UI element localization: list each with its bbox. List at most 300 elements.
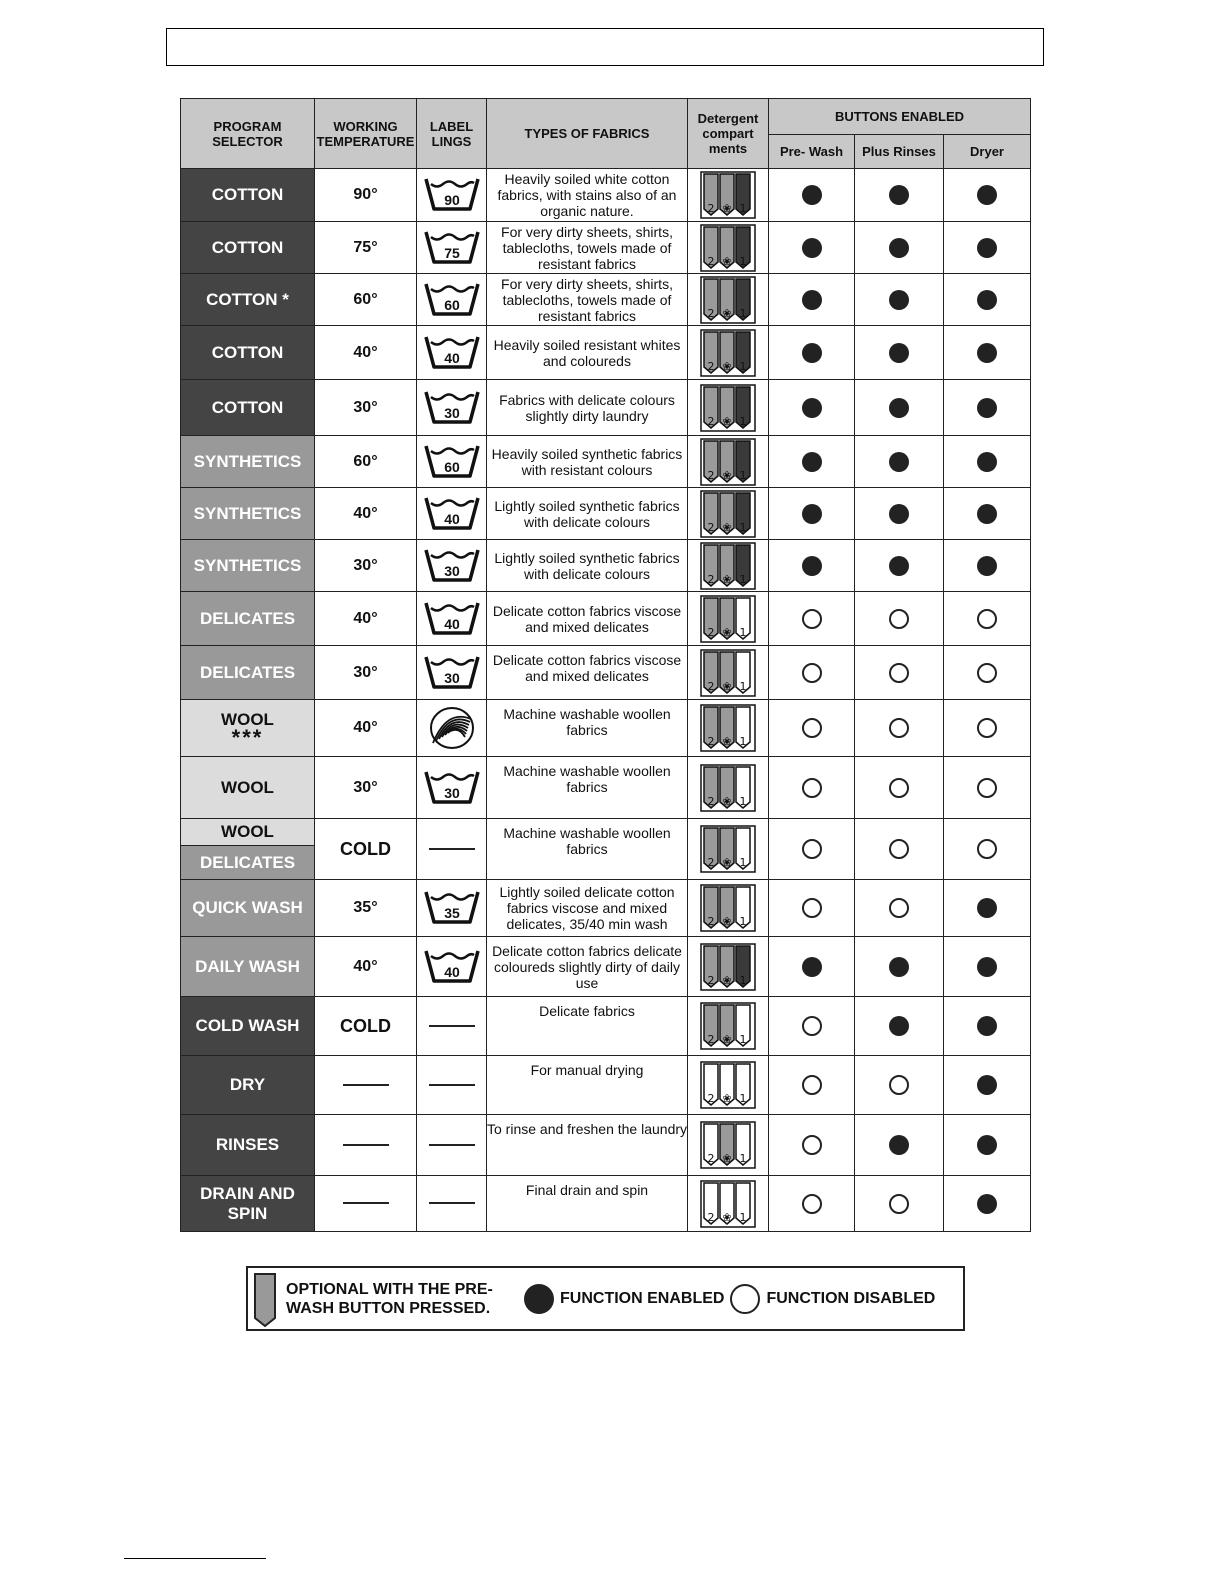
- empty-circle-icon: [802, 663, 822, 683]
- dryer-indicator-cell: [944, 757, 1031, 819]
- empty-circle-icon: [802, 898, 822, 918]
- wash-tub-icon: [422, 228, 482, 268]
- temperature-value: 40°: [353, 343, 378, 361]
- prewash-indicator-cell: [769, 757, 855, 819]
- compartment-label: ❀: [722, 254, 732, 268]
- compartment-label: 2: [707, 679, 715, 693]
- fabrics-text: Fabrics with delicate colours slightly dirty laundry: [499, 391, 675, 424]
- program-chart: [180, 98, 1031, 1232]
- compartment-label: 1: [739, 468, 747, 482]
- compartment-label: 2: [707, 520, 715, 534]
- dryer-indicator-cell: [944, 169, 1031, 222]
- label-cell: [417, 380, 487, 436]
- compartment-label: ❀: [722, 915, 732, 928]
- detergent-cell: [688, 488, 769, 540]
- compartment-label: ❀: [722, 572, 732, 586]
- filled-circle-icon: [889, 452, 909, 472]
- label-cell: [417, 757, 487, 819]
- tub-temperature: 30: [443, 669, 460, 686]
- dryer-indicator-cell: [944, 222, 1031, 274]
- footnote-rule: [124, 1558, 266, 1559]
- dryer-indicator-cell: [944, 326, 1031, 380]
- detergent-drawer-icon: [700, 224, 756, 272]
- wash-tub-icon: [422, 947, 482, 987]
- detergent-drawer-icon: [700, 1061, 756, 1109]
- program-name: SYNTHETICS: [193, 503, 302, 523]
- detergent-cell: [688, 222, 769, 274]
- program-row: [181, 488, 1031, 540]
- rinses-indicator-cell: [855, 222, 944, 274]
- filled-circle-icon: [802, 452, 822, 472]
- dash-icon: [343, 1084, 389, 1086]
- program-name: DELICATES: [199, 662, 296, 682]
- empty-circle-icon: [977, 778, 997, 798]
- fabrics-text: Machine washable woollen fabrics: [503, 763, 671, 795]
- temperature-value: 90°: [353, 186, 378, 203]
- rinses-indicator-cell: [855, 757, 944, 819]
- header-working-temperature: WORKING TEMPERATURE: [315, 99, 417, 169]
- empty-circle-icon: [730, 1284, 760, 1314]
- prewash-indicator-cell: [769, 1176, 855, 1232]
- compartment-label: 2: [707, 1092, 715, 1105]
- detergent-cell: [688, 380, 769, 436]
- temperature-value: COLD: [340, 1015, 391, 1036]
- empty-circle-icon: [977, 839, 997, 859]
- program-row: [181, 169, 1031, 222]
- fabrics-text: For very dirty sheets, shirts, tablecloths, towels made of resistant fabrics: [501, 223, 673, 272]
- detergent-cell: [688, 937, 769, 997]
- tub-temperature: 40: [443, 349, 460, 366]
- compartment-label: 2: [707, 359, 715, 373]
- dryer-indicator-cell: [944, 819, 1031, 880]
- program-row: [181, 700, 1031, 757]
- program-name: RINSES: [215, 1135, 280, 1154]
- compartment-label: ❀: [722, 202, 732, 215]
- program-cell: [181, 274, 315, 326]
- wool-stars: ***: [231, 725, 264, 750]
- program-row: [181, 1115, 1031, 1176]
- detergent-drawer-icon: [700, 329, 756, 377]
- prewash-indicator-cell: [769, 169, 855, 222]
- fabrics-cell: [487, 540, 688, 592]
- detergent-drawer-icon: [700, 490, 756, 538]
- label-cell: [417, 1115, 487, 1176]
- compartment-label: 2: [707, 856, 715, 869]
- empty-circle-icon: [889, 1194, 909, 1214]
- program-name: WOOL: [221, 777, 274, 797]
- fabrics-text: Delicate fabrics: [539, 1003, 635, 1019]
- filled-circle-icon: [802, 556, 822, 576]
- filled-circle-icon: [802, 185, 822, 205]
- empty-circle-icon: [802, 1194, 822, 1214]
- prewash-indicator-cell: [769, 880, 855, 937]
- label-cell: [417, 488, 487, 540]
- compartment-label: 1: [739, 973, 747, 987]
- empty-circle-icon: [977, 718, 997, 738]
- program-cell: [181, 592, 315, 646]
- fabrics-cell: [487, 1056, 688, 1115]
- detergent-drawer-icon: [700, 649, 756, 697]
- detergent-cell: [688, 326, 769, 380]
- fabrics-text: Delicate cotton fabrics viscose and mixed delicates: [492, 652, 682, 684]
- compartment-label: ❀: [722, 1210, 732, 1224]
- filled-circle-icon: [889, 398, 909, 418]
- program-name: SYNTHETICS: [193, 451, 302, 471]
- fabrics-cell: [487, 757, 688, 819]
- empty-circle-icon: [802, 1075, 822, 1095]
- fabrics-cell: [487, 592, 688, 646]
- compartment-label: 1: [739, 625, 747, 639]
- compartment-label: 1: [739, 306, 747, 320]
- compartment-label: ❀: [722, 679, 732, 693]
- fabrics-text: Lightly soiled delicate cotton fabrics viscose and mixed delicates, 35/40 min wash: [499, 884, 675, 932]
- filled-circle-icon: [977, 290, 997, 310]
- legend-disabled-label: FUNCTION DISABLED: [766, 1289, 936, 1307]
- empty-circle-icon: [889, 839, 909, 859]
- compartment-label: 1: [739, 202, 747, 215]
- detergent-cell: [688, 757, 769, 819]
- fabrics-cell: [487, 1176, 688, 1232]
- fabrics-cell: [487, 326, 688, 380]
- empty-circle-icon: [889, 898, 909, 918]
- dryer-indicator-cell: [944, 937, 1031, 997]
- filled-circle-icon: [977, 957, 997, 977]
- filled-circle-icon: [889, 556, 909, 576]
- fabrics-text: Lightly soiled synthetic fabrics with delicate colours: [494, 497, 680, 530]
- filled-circle-icon: [802, 343, 822, 363]
- temperature-cell: [315, 1115, 417, 1176]
- compartment-label: ❀: [722, 856, 732, 869]
- filled-circle-icon: [889, 290, 909, 310]
- temperature-cell: [315, 757, 417, 819]
- program-row: [181, 819, 1031, 880]
- program-row: [181, 1056, 1031, 1115]
- dryer-indicator-cell: [944, 436, 1031, 488]
- detergent-drawer-icon: [700, 825, 756, 873]
- empty-circle-icon: [889, 778, 909, 798]
- dash-icon: [343, 1202, 389, 1204]
- optional-drawer-icon: [252, 1270, 278, 1328]
- rinses-indicator-cell: [855, 540, 944, 592]
- fabrics-text: Delicate cotton fabrics viscose and mixed delicates: [492, 602, 682, 635]
- program-row: [181, 1176, 1031, 1232]
- detergent-drawer-icon: [700, 764, 756, 812]
- fabrics-cell: [487, 436, 688, 488]
- temperature-cell: [315, 700, 417, 757]
- legend: [246, 1266, 965, 1331]
- wash-tub-icon: [422, 599, 482, 639]
- program-table: [180, 98, 1030, 1232]
- program-name: DELICATES: [199, 608, 296, 628]
- dash-icon: [429, 1202, 475, 1204]
- prewash-indicator-cell: [769, 592, 855, 646]
- fabrics-text: For very dirty sheets, shirts, tablecloths, towels made of resistant fabrics: [501, 275, 673, 324]
- tub-temperature: 40: [443, 963, 460, 980]
- detergent-cell: [688, 592, 769, 646]
- compartment-label: ❀: [722, 520, 732, 534]
- wash-tub-icon: [422, 388, 482, 428]
- program-name: DRAIN AND SPIN: [200, 1183, 295, 1223]
- rinses-indicator-cell: [855, 436, 944, 488]
- label-cell: [417, 592, 487, 646]
- program-cell: [181, 169, 315, 222]
- compartment-label: ❀: [722, 468, 732, 482]
- compartment-label: ❀: [722, 794, 732, 808]
- tub-temperature: 60: [443, 296, 460, 313]
- program-cell: [181, 488, 315, 540]
- fabrics-text: Machine washable woollen fabrics: [503, 825, 671, 857]
- fabrics-cell: [487, 222, 688, 274]
- label-cell: [417, 274, 487, 326]
- fabrics-cell: [487, 880, 688, 937]
- program-cell: [181, 819, 315, 880]
- filled-circle-icon: [977, 398, 997, 418]
- rinses-indicator-cell: [855, 380, 944, 436]
- temperature-value: 75°: [353, 238, 378, 256]
- temperature-cell: [315, 819, 417, 880]
- fabrics-text: Final drain and spin: [525, 1182, 649, 1198]
- temperature-value: 30°: [353, 778, 378, 796]
- wash-tub-icon: [422, 175, 482, 215]
- filled-circle-icon: [889, 343, 909, 363]
- compartment-label: 1: [739, 520, 747, 534]
- detergent-drawer-icon: [700, 943, 756, 991]
- header-labellings: LABEL LINGS: [417, 99, 487, 169]
- compartment-label: 2: [707, 468, 715, 482]
- fabrics-text: Heavily soiled white cotton fabrics, with stains also of an organic nature.: [497, 171, 677, 219]
- compartment-label: ❀: [722, 625, 732, 639]
- compartment-label: 1: [739, 254, 747, 268]
- temperature-value: 30°: [353, 398, 378, 416]
- dryer-indicator-cell: [944, 380, 1031, 436]
- rinses-indicator-cell: [855, 646, 944, 700]
- fabrics-text: To rinse and freshen the laundry: [487, 1121, 688, 1137]
- program-cell: [181, 1056, 315, 1115]
- detergent-drawer-icon: [700, 438, 756, 486]
- detergent-cell: [688, 169, 769, 222]
- temperature-value: 40°: [353, 719, 378, 736]
- empty-circle-icon: [802, 1016, 822, 1036]
- label-cell: [417, 819, 487, 880]
- temperature-cell: [315, 326, 417, 380]
- filled-circle-icon: [977, 238, 997, 258]
- detergent-cell: [688, 819, 769, 880]
- dryer-indicator-cell: [944, 274, 1031, 326]
- program-cell: [181, 646, 315, 700]
- rinses-indicator-cell: [855, 880, 944, 937]
- tub-temperature: 40: [443, 615, 460, 632]
- prewash-indicator-cell: [769, 436, 855, 488]
- rinses-indicator-cell: [855, 1176, 944, 1232]
- program-cell: [181, 937, 315, 997]
- temperature-value: 40°: [353, 957, 378, 975]
- fabrics-text: Heavily soiled synthetic fabrics with resistant colours: [491, 445, 683, 478]
- empty-circle-icon: [802, 778, 822, 798]
- fabrics-text: Machine washable woollen fabrics: [503, 706, 671, 738]
- empty-circle-icon: [802, 839, 822, 859]
- filled-circle-icon: [977, 1194, 997, 1214]
- detergent-drawer-icon: [700, 595, 756, 643]
- header-plus-rinses: Plus Rinses: [855, 135, 944, 169]
- detergent-cell: [688, 274, 769, 326]
- temperature-cell: [315, 1056, 417, 1115]
- detergent-drawer-icon: [700, 1180, 756, 1228]
- label-cell: [417, 997, 487, 1056]
- prewash-indicator-cell: [769, 1056, 855, 1115]
- compartment-label: ❀: [722, 306, 732, 320]
- compartment-label: 1: [739, 1210, 747, 1224]
- prewash-indicator-cell: [769, 700, 855, 757]
- wash-tub-icon: [422, 888, 482, 928]
- fabrics-text: Delicate cotton fabrics delicate coloureds slightly dirty of daily use: [492, 942, 682, 991]
- compartment-label: 2: [707, 306, 715, 320]
- program-name-secondary: DELICATES: [181, 846, 314, 879]
- detergent-cell: [688, 540, 769, 592]
- temperature-cell: [315, 540, 417, 592]
- filled-circle-icon: [889, 504, 909, 524]
- fabrics-cell: [487, 274, 688, 326]
- rinses-indicator-cell: [855, 1115, 944, 1176]
- temperature-value: 35°: [353, 899, 378, 916]
- program-cell: [181, 880, 315, 937]
- detergent-cell: [688, 1176, 769, 1232]
- label-cell: [417, 1176, 487, 1232]
- empty-circle-icon: [802, 609, 822, 629]
- compartment-label: ❀: [722, 1033, 732, 1046]
- program-cell: [181, 436, 315, 488]
- dryer-indicator-cell: [944, 1056, 1031, 1115]
- program-cell: [181, 757, 315, 819]
- tub-temperature: 30: [443, 562, 460, 579]
- label-cell: [417, 222, 487, 274]
- wash-tub-icon: [422, 333, 482, 373]
- empty-circle-icon: [889, 1075, 909, 1095]
- wash-tub-icon: [422, 768, 482, 808]
- program-row: [181, 937, 1031, 997]
- empty-circle-icon: [977, 663, 997, 683]
- prewash-indicator-cell: [769, 937, 855, 997]
- filled-circle-icon: [977, 185, 997, 205]
- wash-tub-icon: [422, 442, 482, 482]
- detergent-cell: [688, 436, 769, 488]
- filled-circle-icon: [977, 898, 997, 918]
- tub-temperature: 30: [443, 784, 460, 801]
- dash-icon: [429, 1144, 475, 1146]
- dash-icon: [429, 1084, 475, 1086]
- filled-circle-icon: [889, 1016, 909, 1036]
- label-cell: [417, 540, 487, 592]
- empty-circle-icon: [889, 609, 909, 629]
- program-cell: [181, 222, 315, 274]
- rinses-indicator-cell: [855, 700, 944, 757]
- filled-circle-icon: [802, 504, 822, 524]
- temperature-value: COLD: [340, 838, 391, 859]
- prewash-indicator-cell: [769, 997, 855, 1056]
- filled-circle-icon: [977, 1135, 997, 1155]
- program-row: [181, 880, 1031, 937]
- program-cell: [181, 1176, 315, 1232]
- wool-ball-icon: [427, 705, 477, 751]
- program-cell: [181, 997, 315, 1056]
- tub-temperature: 60: [443, 458, 460, 475]
- compartment-label: ❀: [722, 359, 732, 373]
- program-name: SYNTHETICS: [193, 555, 302, 575]
- empty-circle-icon: [802, 1135, 822, 1155]
- filled-circle-icon: [977, 1075, 997, 1095]
- rinses-indicator-cell: [855, 592, 944, 646]
- header-detergent: Detergent compart ments: [688, 99, 769, 169]
- header-prewash: Pre- Wash: [769, 135, 855, 169]
- filled-circle-icon: [524, 1284, 554, 1314]
- header-types-of-fabrics: TYPES OF FABRICS: [487, 99, 688, 169]
- rinses-indicator-cell: [855, 937, 944, 997]
- detergent-drawer-icon: [700, 542, 756, 590]
- compartment-label: 2: [707, 973, 715, 987]
- compartment-label: 2: [707, 572, 715, 586]
- fabrics-cell: [487, 997, 688, 1056]
- dryer-indicator-cell: [944, 488, 1031, 540]
- compartment-label: 2: [707, 735, 715, 748]
- program-row: [181, 646, 1031, 700]
- temperature-value: 40°: [353, 609, 378, 627]
- compartment-label: ❀: [722, 735, 732, 748]
- filled-circle-icon: [977, 556, 997, 576]
- detergent-cell: [688, 700, 769, 757]
- fabrics-cell: [487, 937, 688, 997]
- label-cell: [417, 700, 487, 757]
- program-name: DRY: [229, 1075, 266, 1094]
- fabrics-cell: [487, 646, 688, 700]
- rinses-indicator-cell: [855, 488, 944, 540]
- compartment-label: 1: [739, 359, 747, 373]
- temperature-cell: [315, 997, 417, 1056]
- filled-circle-icon: [977, 452, 997, 472]
- filled-circle-icon: [889, 185, 909, 205]
- program-name: WOOL: [181, 819, 314, 846]
- filled-circle-icon: [802, 238, 822, 258]
- legend-optional-text: OPTIONAL WITH THE PRE- WASH BUTTON PRESSED.: [286, 1280, 493, 1317]
- program-cell: [181, 700, 315, 757]
- rinses-indicator-cell: [855, 1056, 944, 1115]
- compartment-label: 1: [739, 735, 747, 748]
- header-box: [166, 28, 1044, 66]
- compartment-label: 1: [739, 679, 747, 693]
- label-cell: [417, 326, 487, 380]
- program-cell: [181, 326, 315, 380]
- temperature-value: 60°: [353, 290, 378, 308]
- legend-enabled: [524, 1284, 724, 1314]
- filled-circle-icon: [802, 290, 822, 310]
- header-dryer: Dryer: [944, 135, 1031, 169]
- temperature-value: 30°: [353, 663, 378, 681]
- compartment-label: ❀: [722, 1092, 732, 1105]
- compartment-label: ❀: [722, 414, 732, 428]
- header-program-selector: PROGRAM SELECTOR: [181, 99, 315, 169]
- filled-circle-icon: [977, 1016, 997, 1036]
- program-name: WOOL: [221, 710, 274, 729]
- dryer-indicator-cell: [944, 880, 1031, 937]
- compartment-label: 2: [707, 625, 715, 639]
- label-cell: [417, 436, 487, 488]
- rinses-indicator-cell: [855, 169, 944, 222]
- tub-temperature: 75: [443, 244, 460, 261]
- dryer-indicator-cell: [944, 1176, 1031, 1232]
- compartment-label: 2: [707, 1210, 715, 1224]
- program-name: COTTON: [211, 185, 284, 204]
- temperature-value: 40°: [353, 504, 378, 522]
- program-row: [181, 997, 1031, 1056]
- tub-temperature: 40: [443, 510, 460, 527]
